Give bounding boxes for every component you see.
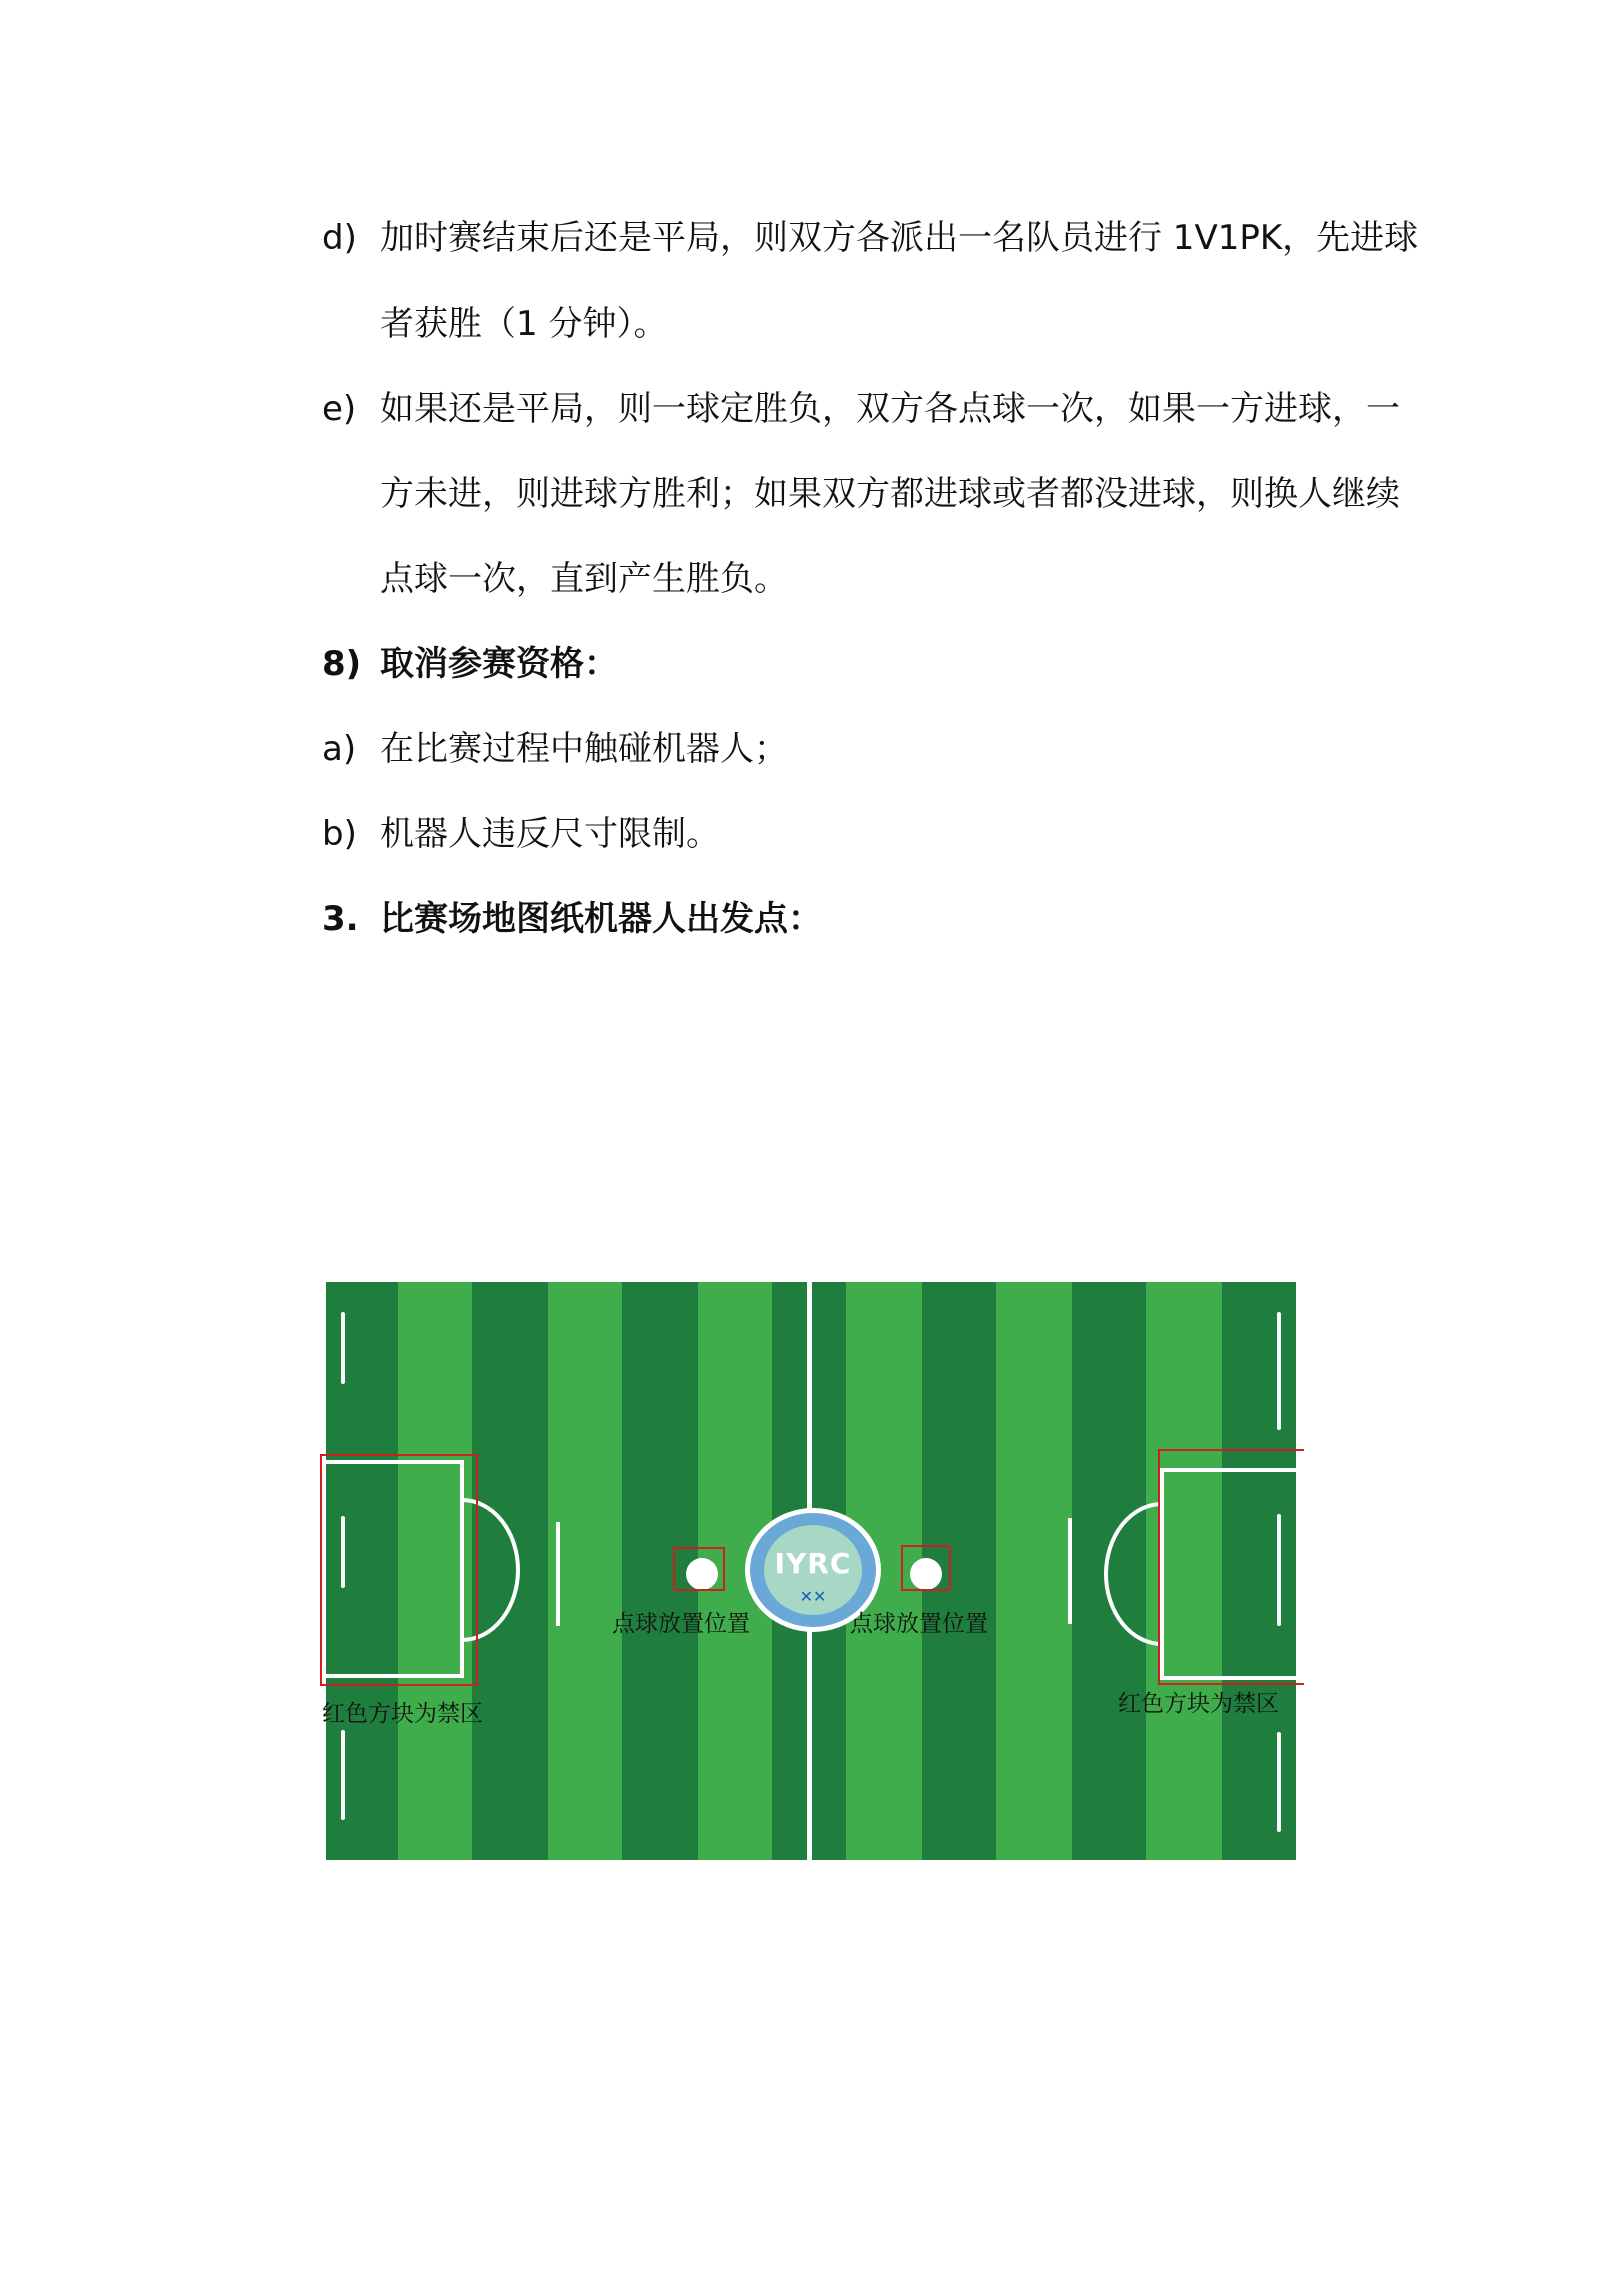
restricted-zone-label-right: 红色方块为禁区 [1118,1691,1279,1717]
list-marker: e) [322,389,357,429]
list-marker: a) [322,729,357,769]
list-text: 方未进，则进球方胜利；如果双方都进球或者都没进球，则换人继续 [380,474,1400,514]
list-marker: 3. [322,899,359,939]
restricted-zone-left [320,1454,478,1686]
penalty-spot-marker-left [673,1547,725,1591]
penalty-spot-label-right: 点球放置位置 [850,1611,988,1637]
logo-text: IYRC [774,1547,852,1580]
list-text: 加时赛结束后还是平局，则双方各派出一名队员进行 1V1PK，先进球 [380,218,1419,258]
heading-text: 取消参赛资格： [380,644,618,684]
list-text: 点球一次，直到产生胜负。 [380,559,788,599]
list-text: 如果还是平局，则一球定胜负，双方各点球一次，如果一方进球，一 [380,389,1400,429]
restricted-zone-label-left: 红色方块为禁区 [322,1701,483,1727]
list-text: 者获胜（1 分钟）。 [380,304,668,344]
list-marker: 8) [322,644,362,684]
list-marker: b) [322,814,357,854]
list-marker: d) [322,218,357,258]
logo-emblem-icon: ✕✕ [799,1587,827,1606]
penalty-spot-label-left: 点球放置位置 [612,1611,750,1637]
penalty-spot-marker-right [901,1545,951,1591]
list-text: 在比赛过程中触碰机器人； [380,729,788,769]
heading-text: 比赛场地图纸机器人出发点： [380,899,822,939]
restricted-zone-right [1158,1449,1304,1685]
list-text: 机器人违反尺寸限制。 [380,814,720,854]
